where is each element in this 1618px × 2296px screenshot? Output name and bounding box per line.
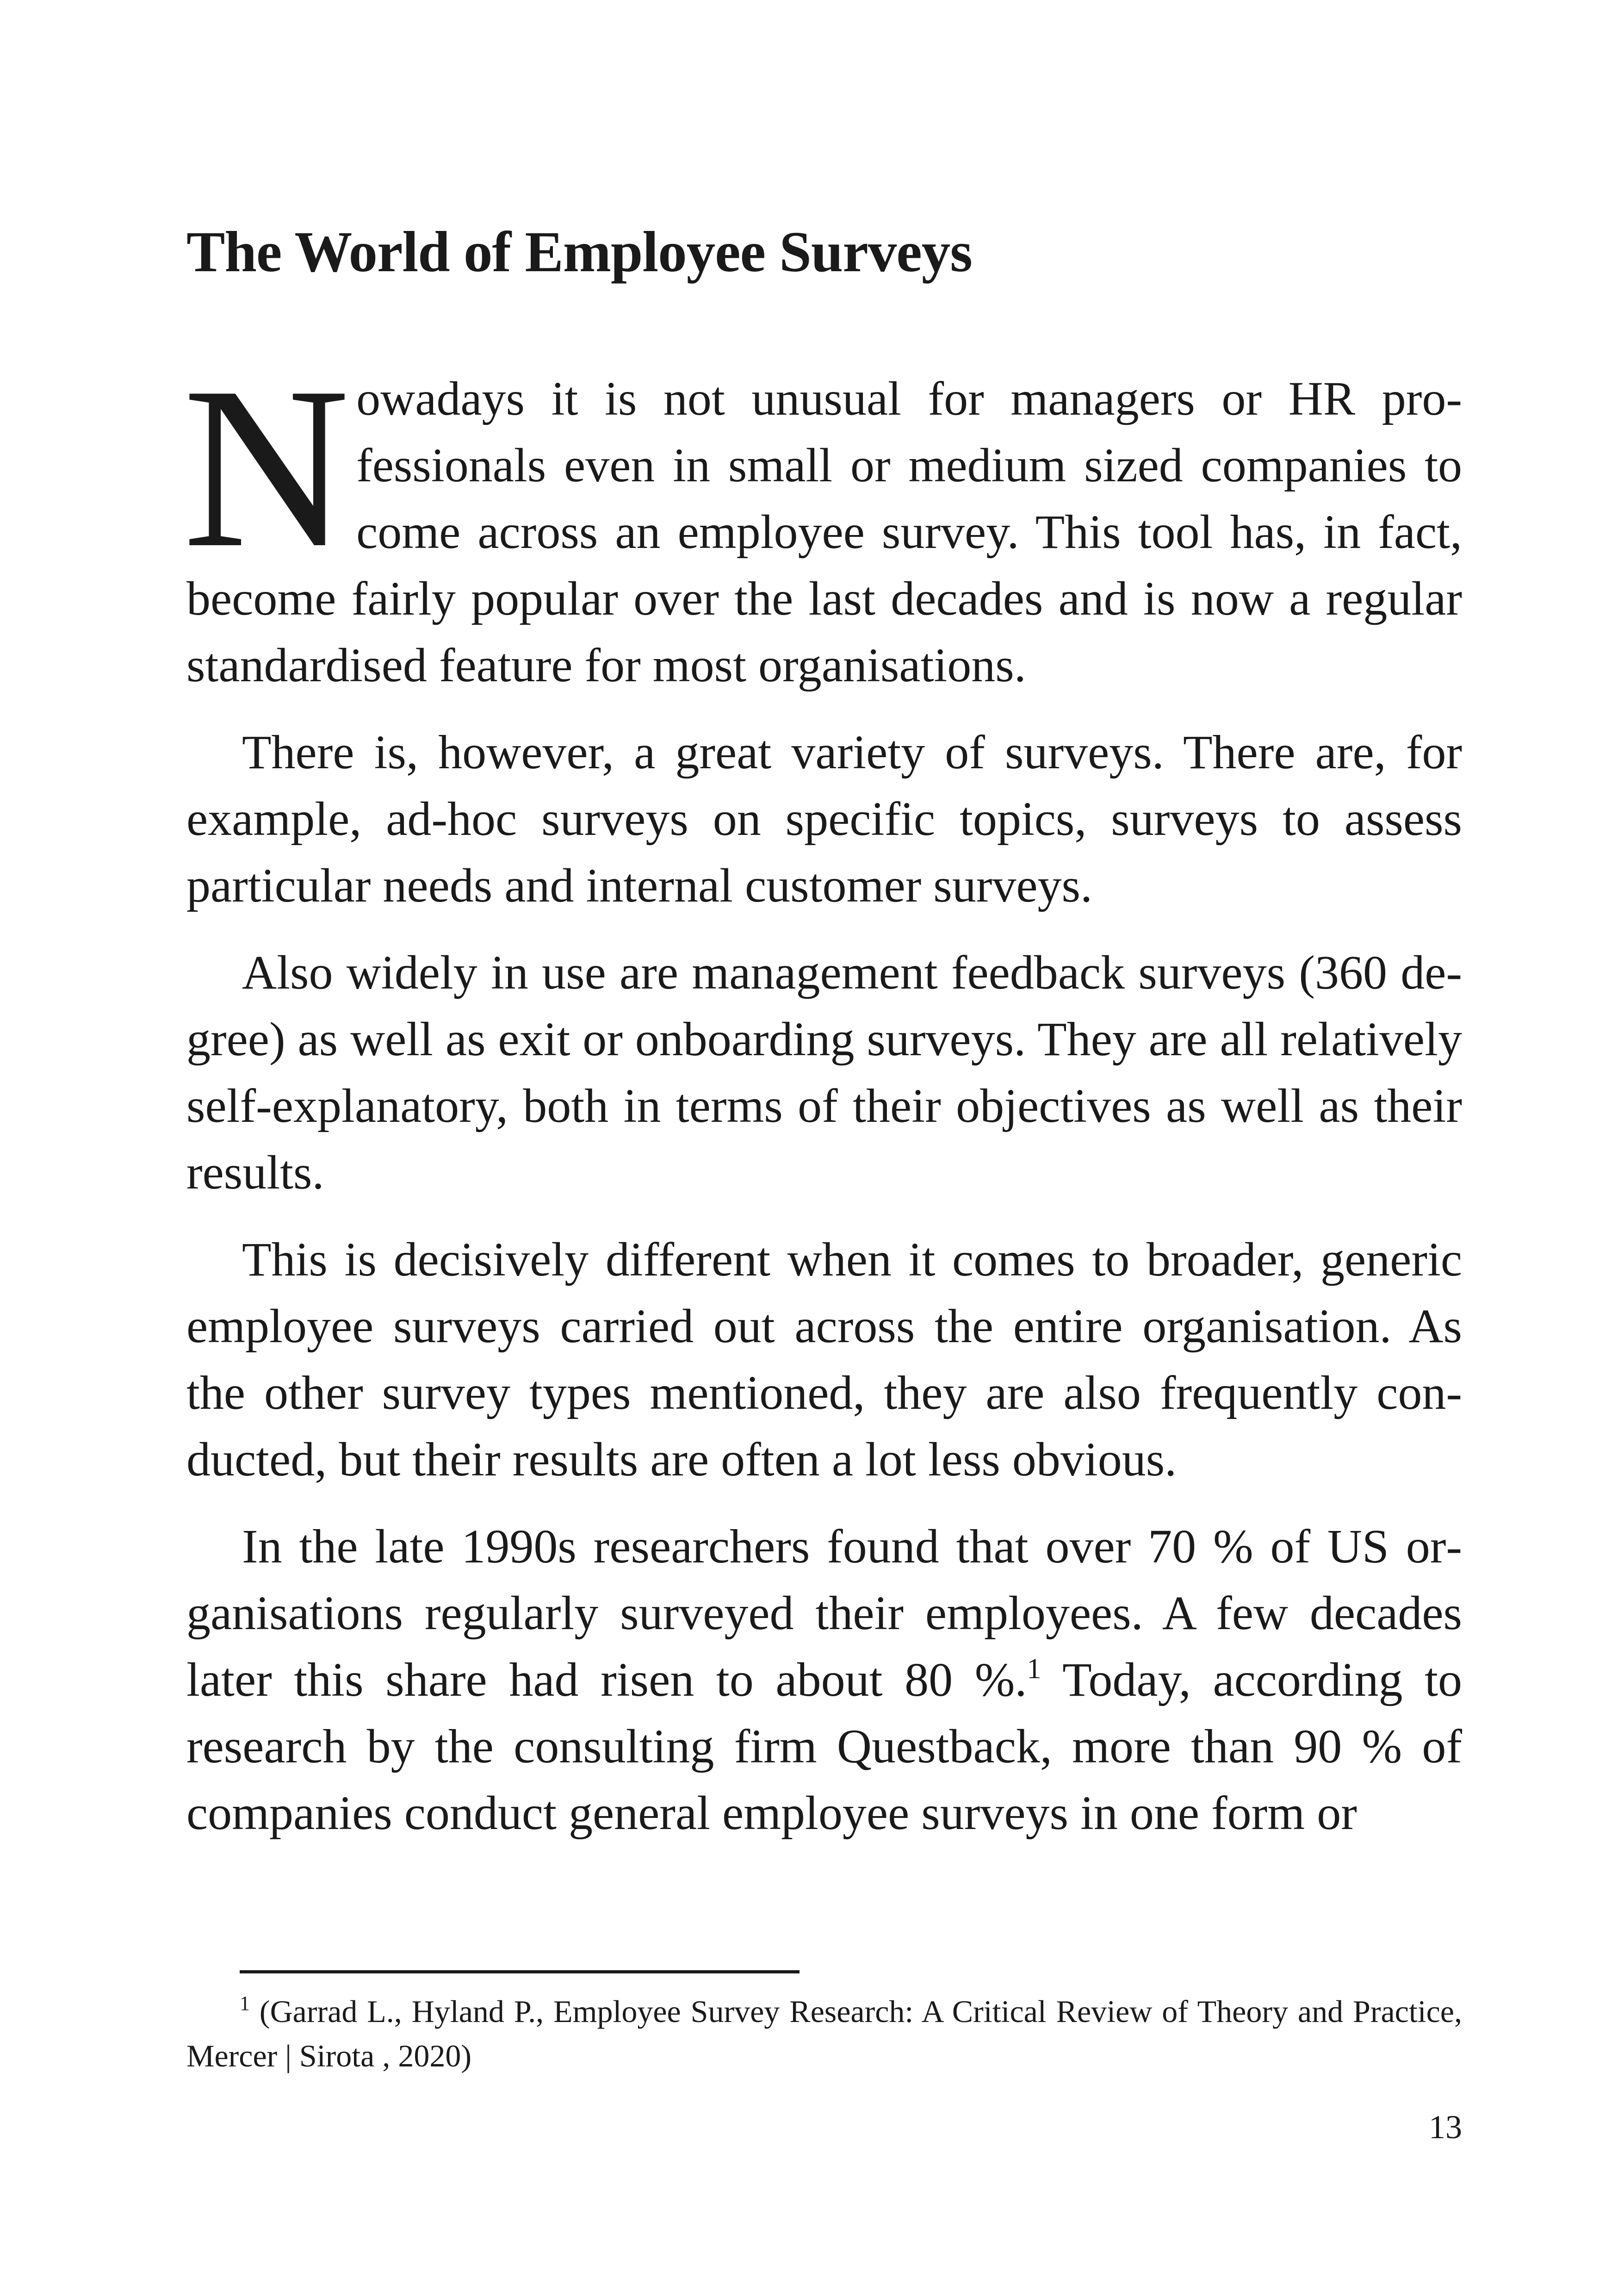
footnote-reference[interactable]: 1 <box>1027 1653 1041 1685</box>
drop-cap: N <box>183 339 350 596</box>
paragraph-1-text: owadays it is not unusual for managers or HR professionals even in small or medium sized companies to come across an employee survey. This tool has, in fact, become fairly popular over the last decades and is now a regular standardised feature for most organisations. <box>186 372 1462 692</box>
footnote-marker: 1 <box>240 1992 250 2015</box>
paragraph-5-text-before: In the late 1990s researchers found that over 70 % of US organisations regularly surveyed their employees. A few decades later this share had risen to about 80 %. <box>186 1520 1462 1706</box>
paragraph-5-text-after: Today, according to research by the consulting firm Questback, more than 90 % of companies conduct general employee surveys in one form or <box>186 1653 1462 1840</box>
paragraph-3: Also widely in use are management feedback surveys (360 degree) as well as exit or onboarding surveys. They are all relatively self-explanatory, both in terms of their objectives as well as their results. <box>186 946 1462 1199</box>
chapter-heading: The World of Employee Surveys <box>186 220 972 284</box>
footnote-text: (Garrad L., Hyland P., Employee Survey Research: A Critical Review of Theory and Practice, Mercer | Sirota , 2020) <box>186 1994 1462 2073</box>
paragraph-5 <box>186 1513 1462 1847</box>
footnote-divider <box>240 1970 800 1973</box>
body-text <box>183 339 1462 1867</box>
page-number: 13 <box>1429 2109 1462 2146</box>
paragraph-1 <box>183 339 1462 699</box>
paragraph-4: This is decisively different when it comes to broader, generic employee surveys carried out across the entire organisation. As the other survey types mentioned, they are also frequently conducted, but their results are often a lot less obvious. <box>186 1233 1462 1486</box>
paragraph-2: There is, however, a great variety of surveys. There are, for example, ad-hoc surveys on specific topics, surveys to assess particular needs and internal customer surveys. <box>186 726 1462 912</box>
footnote <box>186 1989 1462 2078</box>
